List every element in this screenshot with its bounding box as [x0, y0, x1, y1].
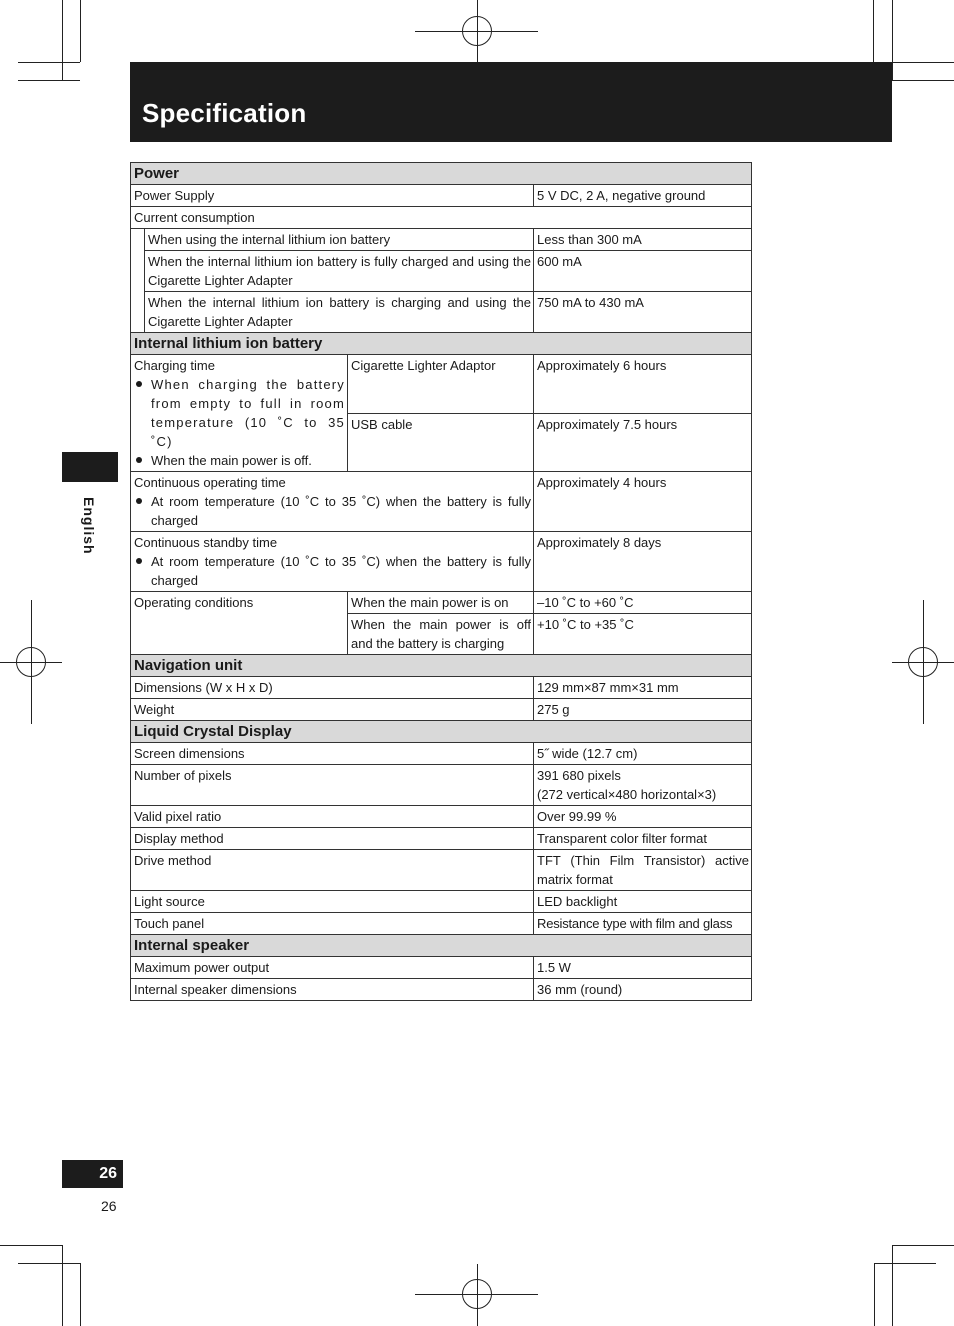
table-row — [131, 355, 752, 414]
page-number: 26 — [99, 1165, 117, 1182]
consumption-row-value: Less than 300 mA — [534, 229, 752, 251]
operating-time-cell — [131, 472, 534, 532]
table-row — [131, 891, 752, 913]
bullet-item — [134, 552, 531, 590]
table-row — [131, 979, 752, 1001]
operating-bullet: At room temperature (10 ˚C to 35 ˚C) when the battery is fully charged — [151, 494, 531, 528]
power-supply-label: Power Supply — [131, 185, 534, 207]
section-heading-battery: Internal lithium ion battery — [131, 333, 752, 355]
spec-label: Valid pixel ratio — [131, 806, 534, 828]
spec-value: 275 g — [534, 699, 752, 721]
current-consumption-label: Current consumption — [131, 207, 752, 229]
page-header — [130, 62, 892, 142]
condition-state: When the main power is on — [348, 592, 534, 614]
table-row — [131, 292, 752, 333]
spec-label: Weight — [131, 699, 534, 721]
charging-source: Cigarette Lighter Adaptor — [348, 355, 534, 414]
spec-label: Drive method — [131, 850, 534, 891]
bullet-dot-icon — [136, 558, 142, 564]
charging-value: Approximately 7.5 hours — [534, 413, 752, 472]
table-row — [131, 806, 752, 828]
spec-label: Display method — [131, 828, 534, 850]
consumption-row-label: When using the internal lithium ion battery — [145, 229, 534, 251]
spec-label: Internal speaker dimensions — [131, 979, 534, 1001]
section-heading-power: Power — [131, 163, 752, 185]
operating-time-value: Approximately 4 hours — [534, 472, 752, 532]
table-row — [131, 828, 752, 850]
charging-bullet-1: When charging the battery from empty to full in room temperature (10 ˚C to 35 ˚C) — [151, 377, 345, 449]
spec-value: Over 99.99 % — [534, 806, 752, 828]
section-heading-navigation: Navigation unit — [131, 655, 752, 677]
bullet-dot-icon — [136, 498, 142, 504]
indent-cell — [131, 229, 145, 333]
table-row — [131, 699, 752, 721]
language-side-label: English — [81, 497, 97, 555]
table-row — [131, 677, 752, 699]
spec-label: Maximum power output — [131, 957, 534, 979]
spec-label: Touch panel — [131, 913, 534, 935]
condition-value: –10 ˚C to +60 ˚C — [534, 592, 752, 614]
table-row — [131, 592, 752, 614]
charging-source: USB cable — [348, 413, 534, 472]
section-heading-speaker: Internal speaker — [131, 935, 752, 957]
spec-value: 5˝ wide (12.7 cm) — [534, 743, 752, 765]
consumption-row-value: 600 mA — [534, 251, 752, 292]
condition-state: When the main power is off and the battery is charging — [348, 614, 534, 655]
page-title: Specification — [142, 98, 307, 128]
table-row — [131, 472, 752, 532]
section-heading-lcd: Liquid Crystal Display — [131, 721, 752, 743]
operating-conditions-label: Operating conditions — [131, 592, 348, 655]
spec-value: TFT (Thin Film Transistor) active matrix format — [534, 850, 752, 891]
bullet-item — [134, 451, 345, 470]
spec-value: Resistance type with film and glass — [534, 913, 752, 935]
table-row — [131, 207, 752, 229]
spec-label: Number of pixels — [131, 765, 534, 806]
spec-value-cell — [534, 765, 752, 806]
spec-value: 391 680 pixels — [537, 768, 621, 783]
standby-time-label: Continuous standby time — [134, 535, 278, 550]
operating-time-label: Continuous operating time — [134, 475, 286, 490]
table-row — [131, 251, 752, 292]
bullet-item — [134, 492, 531, 530]
charging-time-label: Charging time — [134, 358, 215, 373]
spec-label: Screen dimensions — [131, 743, 534, 765]
consumption-row-value: 750 mA to 430 mA — [534, 292, 752, 333]
spec-value: 129 mm×87 mm×31 mm — [534, 677, 752, 699]
table-row — [131, 913, 752, 935]
condition-value: +10 ˚C to +35 ˚C — [534, 614, 752, 655]
standby-time-value: Approximately 8 days — [534, 532, 752, 592]
standby-time-cell — [131, 532, 534, 592]
spec-value: LED backlight — [534, 891, 752, 913]
spec-value-detail: (272 vertical×480 horizontal×3) — [537, 787, 717, 802]
table-row — [131, 957, 752, 979]
power-supply-value: 5 V DC, 2 A, negative ground — [534, 185, 752, 207]
spec-value: Transparent color filter format — [534, 828, 752, 850]
bullet-dot-icon — [136, 457, 142, 463]
specification-table — [130, 162, 752, 1001]
side-tab-marker — [62, 452, 118, 482]
table-row — [131, 765, 752, 806]
page-number-footer: 26 — [101, 1198, 117, 1214]
spec-value: 36 mm (round) — [534, 979, 752, 1001]
table-row — [131, 743, 752, 765]
charging-value: Approximately 6 hours — [534, 355, 752, 414]
table-row — [131, 532, 752, 592]
bullet-item — [134, 375, 345, 451]
spec-label: Dimensions (W x H x D) — [131, 677, 534, 699]
consumption-row-label: When the internal lithium ion battery is fully charged and using the Cigarette Lighter Adapter — [145, 251, 534, 292]
standby-bullet: At room temperature (10 ˚C to 35 ˚C) when the battery is fully charged — [151, 554, 531, 588]
table-row — [131, 185, 752, 207]
charging-time-cell — [131, 355, 348, 472]
page-number-box — [62, 1160, 123, 1188]
spec-value: 1.5 W — [534, 957, 752, 979]
table-row — [131, 229, 752, 251]
spec-label: Light source — [131, 891, 534, 913]
bullet-dot-icon — [136, 381, 142, 387]
consumption-row-label: When the internal lithium ion battery is charging and using the Cigarette Lighter Adapter — [145, 292, 534, 333]
charging-bullet-2: When the main power is off. — [151, 453, 312, 468]
table-row — [131, 850, 752, 891]
